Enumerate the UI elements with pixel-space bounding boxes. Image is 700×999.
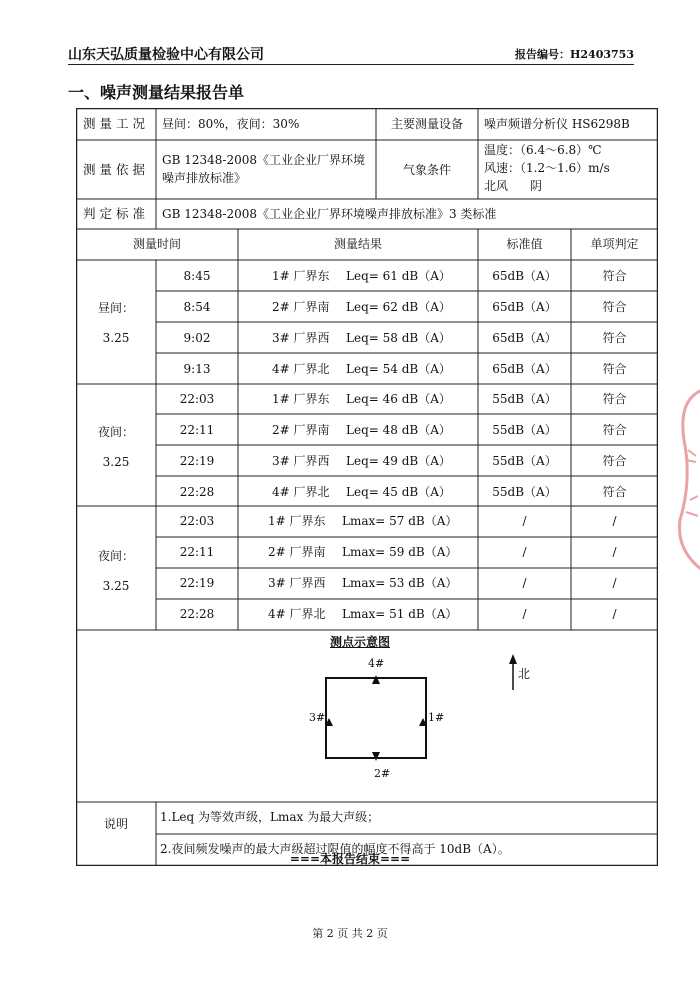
row-result: Lmax= 53 dB（A） <box>342 576 458 590</box>
row-verdict: / <box>612 607 617 621</box>
row-time: 22:28 <box>179 485 215 499</box>
row-point: 3# 厂界西 <box>268 576 326 590</box>
row-point: 4# 厂界北 <box>268 607 326 621</box>
row-point: 2# 厂界南 <box>272 423 330 437</box>
row-time: 22:19 <box>179 454 215 468</box>
weather-wind-speed: 风速：（1.2～1.6）m/s <box>484 161 610 175</box>
group-period: 夜间： <box>97 425 134 439</box>
group-date: 3.25 <box>102 455 130 469</box>
row-point: 1# 厂界东 <box>272 392 330 406</box>
row-time: 22:11 <box>179 545 215 559</box>
weather-sky: 阴 <box>530 179 543 193</box>
row-verdict: 符合 <box>602 269 627 283</box>
basis-line-2: 噪声排放标准》 <box>162 171 247 185</box>
red-seal-edge <box>672 380 700 580</box>
row-time: 22:19 <box>179 576 215 590</box>
group-period: 昼间： <box>97 301 134 315</box>
weather-label: 气象条件 <box>402 163 451 177</box>
header-standard: 标准值 <box>506 237 543 251</box>
row-point: 2# 厂界南 <box>268 545 326 559</box>
row-standard: 55dB（A） <box>492 485 557 499</box>
page-counter: 第 2 页 共 2 页 <box>312 927 388 940</box>
row-result: Lmax= 59 dB（A） <box>342 545 458 559</box>
point-2-marker <box>372 752 380 761</box>
north-label: 北 <box>518 667 531 681</box>
standard-label: 判定标准 <box>82 206 149 221</box>
row-point: 3# 厂界西 <box>272 454 330 468</box>
row-time: 22:03 <box>179 514 215 528</box>
row-time: 22:28 <box>179 607 215 621</box>
page-header <box>68 44 634 65</box>
row-result: Lmax= 51 dB（A） <box>342 607 458 621</box>
row-standard: 55dB（A） <box>492 454 557 468</box>
row-time: 22:03 <box>179 392 215 406</box>
report-end-mark: ===本报告结束=== <box>289 852 411 866</box>
row-result: Leq= 45 dB（A） <box>346 485 451 499</box>
row-point: 2# 厂界南 <box>272 300 330 314</box>
row-standard: / <box>522 607 527 621</box>
conditions-label: 测量工况 <box>82 116 149 131</box>
weather-temperature: 温度：（6.4～6.8）℃ <box>484 143 602 157</box>
row-result: Leq= 58 dB（A） <box>346 331 451 345</box>
row-standard: 55dB（A） <box>492 423 557 437</box>
row-verdict: 符合 <box>602 485 627 499</box>
conditions-value: 昼间：80%，夜间：30% <box>162 117 300 131</box>
header-result: 测量结果 <box>333 237 382 251</box>
group-date: 3.25 <box>102 579 130 593</box>
point-2-label: 2# <box>374 767 391 780</box>
row-verdict: 符合 <box>602 331 627 345</box>
north-arrowhead-icon <box>509 654 517 664</box>
row-standard: 65dB（A） <box>492 300 557 314</box>
noise-report-table <box>76 108 658 866</box>
row-verdict: / <box>612 545 617 559</box>
organization-name: 山东天弘质量检验中心有限公司 <box>68 47 264 63</box>
basis-label: 测量依据 <box>82 162 149 177</box>
row-verdict: / <box>612 514 617 528</box>
measurement-point-sketch <box>76 108 658 802</box>
header-verdict: 单项判定 <box>590 237 639 251</box>
row-point: 3# 厂界西 <box>272 331 330 345</box>
standard-value: GB 12348-2008《工业企业厂界环境噪声排放标准》3 类标准 <box>162 207 497 221</box>
group-date: 3.25 <box>102 331 130 345</box>
group-period: 夜间： <box>97 549 134 563</box>
row-point: 4# 厂界北 <box>272 362 330 376</box>
weather-wind-direction: 北风 <box>484 179 509 193</box>
point-1-label: 1# <box>428 711 445 724</box>
row-standard: / <box>522 576 527 590</box>
point-3-label: 3# <box>309 711 326 724</box>
row-result: Leq= 62 dB（A） <box>346 300 451 314</box>
row-result: Leq= 49 dB（A） <box>346 454 451 468</box>
row-result: Leq= 61 dB（A） <box>346 269 451 283</box>
row-result: Lmax= 57 dB（A） <box>342 514 458 528</box>
row-verdict: / <box>612 576 617 590</box>
header-time: 测量时间 <box>132 237 181 251</box>
row-standard: / <box>522 514 527 528</box>
row-verdict: 符合 <box>602 362 627 376</box>
row-verdict: 符合 <box>602 454 627 468</box>
row-point: 1# 厂界东 <box>272 269 330 283</box>
row-verdict: 符合 <box>602 300 627 314</box>
row-time: 22:11 <box>179 423 215 437</box>
row-result: Leq= 48 dB（A） <box>346 423 451 437</box>
row-point: 1# 厂界东 <box>268 514 326 528</box>
row-point: 4# 厂界北 <box>272 485 330 499</box>
site-boundary <box>326 678 426 758</box>
row-verdict: 符合 <box>602 392 627 406</box>
row-result: Leq= 54 dB（A） <box>346 362 451 376</box>
equipment-value: 噪声频谱分析仪 HS6298B <box>484 117 630 131</box>
row-standard: 65dB（A） <box>492 269 557 283</box>
row-time: 9:02 <box>183 331 211 345</box>
row-time: 8:54 <box>183 300 211 314</box>
basis-line-1: GB 12348-2008《工业企业厂界环境 <box>162 153 365 167</box>
row-time: 9:13 <box>183 362 211 376</box>
notes-label: 说明 <box>103 817 128 831</box>
row-standard: 65dB（A） <box>492 362 557 376</box>
row-result: Leq= 46 dB（A） <box>346 392 451 406</box>
point-4-marker <box>372 675 380 684</box>
equipment-label: 主要测量设备 <box>390 117 463 131</box>
row-verdict: 符合 <box>602 423 627 437</box>
point-4-label: 4# <box>368 657 385 670</box>
section-title: 一、噪声测量结果报告单 <box>68 83 245 102</box>
report-number: 报告编号：H2403753 <box>515 48 634 61</box>
row-standard: / <box>522 545 527 559</box>
note-line-2: 2.夜间频发噪声的最大声级超过限值的幅度不得高于 10dB（A）。 <box>160 842 510 856</box>
row-standard: 65dB（A） <box>492 331 557 345</box>
diagram-title: 测点示意图 <box>330 635 391 649</box>
note-line-1: 1.Leq 为等效声级，Lmax 为最大声级； <box>160 810 380 824</box>
row-time: 8:45 <box>183 269 211 283</box>
row-standard: 55dB（A） <box>492 392 557 406</box>
